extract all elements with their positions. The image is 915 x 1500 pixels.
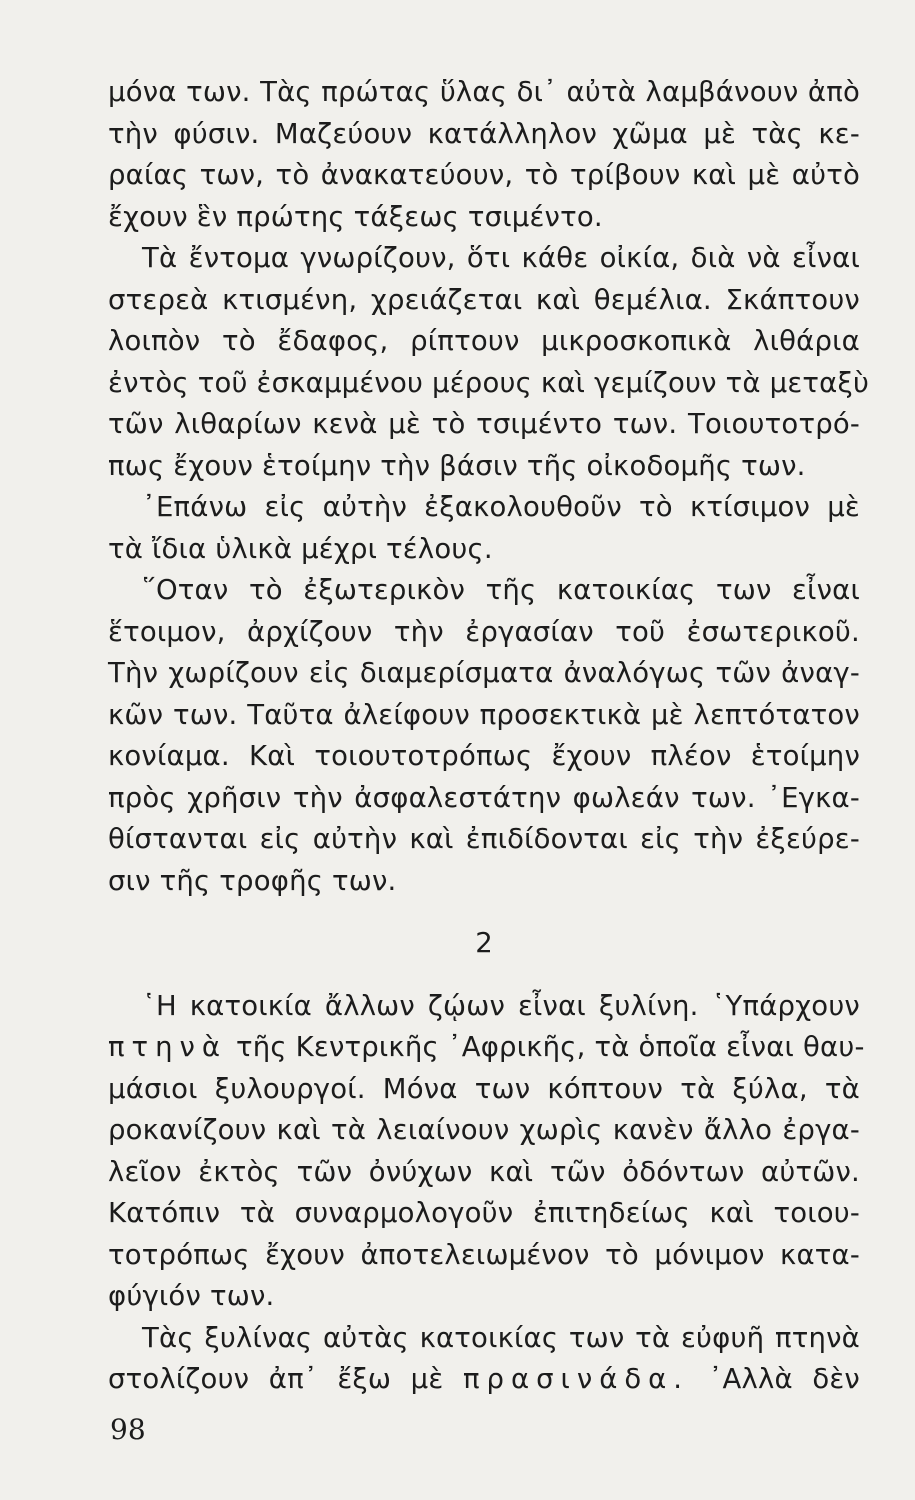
text-line: Τὰς ξυλίνας αὐτὰς κατοικίας των τὰ εὐφυῆ πτηνὰ — [142, 1321, 860, 1354]
text-line: ἔχουν ἓν πρώτης τάξεως τσιμέντο. — [108, 200, 603, 233]
text-line: ῾Η κατοικία ἄλλων ζῴων εἶναι ξυλίνη. ῾Υπάρχουν — [142, 989, 860, 1022]
text-line: Τὰ ἔντομα γνωρίζουν, ὅτι κάθε οἰκία, διὰ νὰ εἶναι — [142, 242, 860, 274]
text-line: τὰ ἴδια ὑλικὰ μέχρι τέλους. — [108, 532, 493, 565]
text-line: τῶν λιθαρίων κενὰ μὲ τὸ τσιμέντο των. Τοιουτοτρό- — [108, 408, 860, 440]
text-line: ραίας των, τὸ ἀνακατεύουν, τὸ τρίβουν καὶ μὲ αὐτὸ — [108, 159, 860, 191]
text-line: μάσιοι ξυλουργοί. Μόνα των κόπτουν τὰ ξύλα, τὰ — [108, 1072, 860, 1105]
text-line — [108, 1359, 860, 1401]
text-line: ῞Οταν τὸ ἐξωτερικὸν τῆς κατοικίας των εἶναι — [142, 574, 860, 606]
text-fragment: τῆς Κεντρικῆς ᾽Αφρικῆς, τὰ ὁποῖα εἶναι θαυ- — [235, 1031, 865, 1063]
text-fragment: ᾽Αλλὰ δὲν — [708, 1363, 860, 1395]
text-line: τὴν φύσιν. Μαζεύουν κατάλληλον χῶμα μὲ τὰς κε- — [108, 117, 860, 150]
spaced-word: πρασινάδα. — [462, 1363, 690, 1395]
text-line: ροκανίζουν καὶ τὰ λειαίνουν χωρὶς κανὲν ἄλλο ἐργα- — [108, 1114, 860, 1146]
text-line: τοτρόπως ἔχουν ἀποτελειωμένον τὸ μόνιμον κατα- — [108, 1238, 860, 1271]
text-line: ἕτοιμον, ἀρχίζουν τὴν ἐργασίαν τοῦ ἐσωτερικοῦ. — [108, 615, 860, 648]
text-line: πως ἔχουν ἑτοίμην τὴν βάσιν τῆς οἰκοδομῆς των. — [108, 449, 806, 482]
text-line: λοιπὸν τὸ ἔδαφος, ρίπτουν μικροσκοπικὰ λιθάρια — [108, 325, 860, 357]
text-line: φύγιόν των. — [108, 1280, 275, 1312]
section-number: 2 — [475, 927, 493, 959]
text-line: Τὴν χωρίζουν εἰς διαμερίσματα ἀναλόγως τῶν ἀναγ- — [108, 657, 860, 689]
text-line — [108, 1027, 865, 1069]
page-body — [108, 72, 870, 1401]
text-line: πρὸς χρῆσιν τὴν ἀσφαλεστάτην φωλεάν των. ᾽Εγκα- — [108, 781, 860, 814]
text-line: μόνα των. Τὰς πρώτας ὕλας δι᾽ αὐτὰ λαμβάνουν ἀπὸ — [108, 76, 860, 108]
text-line: κῶν των. Ταῦτα ἀλείφουν προσεκτικὰ μὲ λεπτότατον — [108, 698, 860, 731]
text-fragment: στολίζουν ἀπ᾽ ἔξω μὲ — [108, 1363, 444, 1395]
text-line: ἐντὸς τοῦ ἐσκαμμένου μέρους καὶ γεμίζουν τὰ μεταξὺ — [108, 366, 870, 399]
text-line: σιν τῆς τροφῆς των. — [108, 864, 397, 897]
text-line: Κατόπιν τὰ συναρμολογοῦν ἐπιτηδείως καὶ τοιου- — [108, 1197, 860, 1229]
text-line: στερεὰ κτισμένη, χρειάζεται καὶ θεμέλια. Σκάπτουν — [108, 283, 860, 316]
text-line: θίστανται εἰς αὐτὴν καὶ ἐπιδίδονται εἰς τὴν ἐξεύρε- — [108, 823, 860, 855]
text-line: λεῖον ἐκτὸς τῶν ὀνύχων καὶ τῶν ὀδόντων αὐτῶν. — [108, 1155, 860, 1188]
text-line: κονίαμα. Καὶ τοιουτοτρόπως ἔχουν πλέον ἑτοίμην — [108, 740, 860, 772]
text-line: ᾽Επάνω εἰς αὐτὴν ἐξακολουθοῦν τὸ κτίσιμον μὲ — [142, 491, 860, 523]
spaced-word: πτηνὰ — [108, 1031, 228, 1063]
page-number: 98 — [110, 1413, 146, 1446]
